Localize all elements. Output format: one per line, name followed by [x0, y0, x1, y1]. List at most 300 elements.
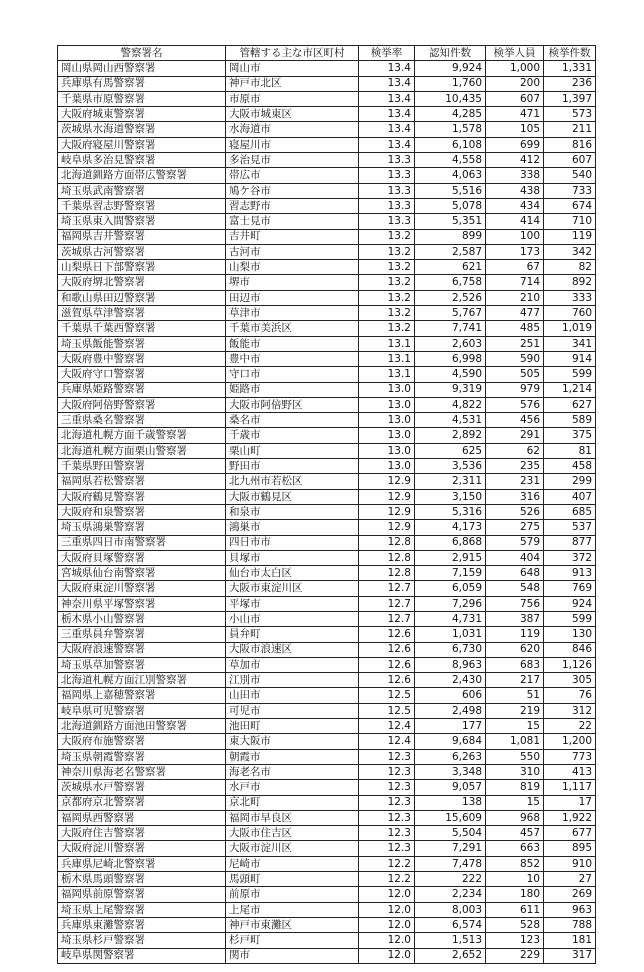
- cleared-cases-cell: 910: [544, 856, 596, 871]
- station-name-cell: 福岡県西警察署: [58, 810, 226, 825]
- municipality-cell: 田辺市: [226, 290, 359, 305]
- cleared-cases-cell: 82: [544, 260, 596, 275]
- cleared-cases-cell: 119: [544, 229, 596, 244]
- cleared-cases-cell: 312: [544, 703, 596, 718]
- cleared-cases-cell: 710: [544, 214, 596, 229]
- cleared-cases-cell: 1,214: [544, 382, 596, 397]
- recognized-cases-cell: 4,285: [415, 107, 486, 122]
- cleared-cases-cell: 599: [544, 367, 596, 382]
- arrested-persons-cell: 10: [486, 872, 544, 887]
- municipality-cell: 大阪市鶴見区: [226, 489, 359, 504]
- station-name-cell: 岐阜県関警察署: [58, 948, 226, 963]
- recognized-cases-cell: 4,173: [415, 520, 486, 535]
- table-row: [58, 917, 596, 932]
- table-row: [58, 673, 596, 688]
- clearance-rate-cell: 13.3: [359, 168, 415, 183]
- municipality-cell: 堺市: [226, 275, 359, 290]
- municipality-cell: 千歳市: [226, 428, 359, 443]
- table-row: [58, 382, 596, 397]
- arrested-persons-cell: 548: [486, 581, 544, 596]
- table-row: [58, 183, 596, 198]
- municipality-cell: 飯能市: [226, 336, 359, 351]
- arrested-persons-cell: 15: [486, 795, 544, 810]
- cleared-cases-cell: 913: [544, 566, 596, 581]
- recognized-cases-cell: 1,513: [415, 933, 486, 948]
- recognized-cases-cell: 6,730: [415, 642, 486, 657]
- table-row: [58, 841, 596, 856]
- clearance-rate-cell: 12.8: [359, 566, 415, 581]
- table-row: [58, 795, 596, 810]
- municipality-cell: 市原市: [226, 91, 359, 106]
- clearance-rate-cell: 12.4: [359, 734, 415, 749]
- cleared-cases-cell: 269: [544, 887, 596, 902]
- cleared-cases-cell: 81: [544, 443, 596, 458]
- station-name-cell: 埼玉県鴻巣警察署: [58, 520, 226, 535]
- recognized-cases-cell: 8,003: [415, 902, 486, 917]
- recognized-cases-cell: 4,531: [415, 413, 486, 428]
- table-row: [58, 336, 596, 351]
- cleared-cases-cell: 375: [544, 428, 596, 443]
- cleared-cases-cell: 236: [544, 76, 596, 91]
- arrested-persons-cell: 404: [486, 550, 544, 565]
- arrested-persons-cell: 414: [486, 214, 544, 229]
- recognized-cases-cell: 2,526: [415, 290, 486, 305]
- station-name-cell: 宮城県仙台南警察署: [58, 566, 226, 581]
- municipality-cell: 豊中市: [226, 351, 359, 366]
- cleared-cases-cell: 17: [544, 795, 596, 810]
- clearance-rate-cell: 12.7: [359, 596, 415, 611]
- clearance-rate-cell: 12.9: [359, 504, 415, 519]
- header-cleared-cases: 検挙件数: [544, 46, 596, 61]
- arrested-persons-cell: 979: [486, 382, 544, 397]
- table-row: [58, 810, 596, 825]
- clearance-rate-cell: 13.3: [359, 198, 415, 213]
- municipality-cell: 守口市: [226, 367, 359, 382]
- clearance-rate-cell: 13.1: [359, 351, 415, 366]
- station-name-cell: 北海道釧路方面池田警察署: [58, 719, 226, 734]
- clearance-rate-cell: 12.0: [359, 933, 415, 948]
- station-name-cell: 兵庫県有馬警察署: [58, 76, 226, 91]
- clearance-rate-cell: 13.2: [359, 260, 415, 275]
- station-name-cell: 埼玉県杉戸警察署: [58, 933, 226, 948]
- recognized-cases-cell: 1,760: [415, 76, 486, 91]
- municipality-cell: 大阪市浪速区: [226, 642, 359, 657]
- table-row: [58, 137, 596, 152]
- cleared-cases-cell: 914: [544, 351, 596, 366]
- cleared-cases-cell: 599: [544, 611, 596, 626]
- station-name-cell: 千葉県千葉西警察署: [58, 321, 226, 336]
- cleared-cases-cell: 1,200: [544, 734, 596, 749]
- table-row: [58, 520, 596, 535]
- cleared-cases-cell: 1,397: [544, 91, 596, 106]
- municipality-cell: 鳩ケ谷市: [226, 183, 359, 198]
- recognized-cases-cell: 1,031: [415, 627, 486, 642]
- table-row: [58, 474, 596, 489]
- arrested-persons-cell: 105: [486, 122, 544, 137]
- recognized-cases-cell: 4,063: [415, 168, 486, 183]
- recognized-cases-cell: 9,924: [415, 61, 486, 76]
- arrested-persons-cell: 338: [486, 168, 544, 183]
- cleared-cases-cell: 963: [544, 902, 596, 917]
- table-row: [58, 413, 596, 428]
- cleared-cases-cell: 627: [544, 397, 596, 412]
- table-row: [58, 260, 596, 275]
- clearance-rate-cell: 13.2: [359, 229, 415, 244]
- clearance-rate-cell: 13.4: [359, 76, 415, 91]
- arrested-persons-cell: 457: [486, 826, 544, 841]
- recognized-cases-cell: 3,536: [415, 459, 486, 474]
- arrested-persons-cell: 434: [486, 198, 544, 213]
- clearance-rate-cell: 13.0: [359, 459, 415, 474]
- clearance-rate-cell: 12.0: [359, 948, 415, 963]
- cleared-cases-cell: 1,126: [544, 657, 596, 672]
- table-row: [58, 933, 596, 948]
- cleared-cases-cell: 1,331: [544, 61, 596, 76]
- table-row: [58, 780, 596, 795]
- cleared-cases-cell: 413: [544, 764, 596, 779]
- station-name-cell: 大阪府鶴見警察署: [58, 489, 226, 504]
- recognized-cases-cell: 2,915: [415, 550, 486, 565]
- station-name-cell: 兵庫県尼崎北警察署: [58, 856, 226, 871]
- table-row: [58, 321, 596, 336]
- recognized-cases-cell: 625: [415, 443, 486, 458]
- recognized-cases-cell: 9,319: [415, 382, 486, 397]
- recognized-cases-cell: 2,892: [415, 428, 486, 443]
- arrested-persons-cell: 219: [486, 703, 544, 718]
- recognized-cases-cell: 10,435: [415, 91, 486, 106]
- municipality-cell: 上尾市: [226, 902, 359, 917]
- clearance-rate-cell: 13.4: [359, 122, 415, 137]
- station-name-cell: 兵庫県東灘警察署: [58, 917, 226, 932]
- arrested-persons-cell: 590: [486, 351, 544, 366]
- station-name-cell: 滋賀県草津警察署: [58, 306, 226, 321]
- municipality-cell: 員弁町: [226, 627, 359, 642]
- arrested-persons-cell: 231: [486, 474, 544, 489]
- arrested-persons-cell: 412: [486, 153, 544, 168]
- table-row: [58, 504, 596, 519]
- table-row: [58, 397, 596, 412]
- station-name-cell: 大阪府東淀川警察署: [58, 581, 226, 596]
- municipality-cell: 草加市: [226, 657, 359, 672]
- municipality-cell: 吉井町: [226, 229, 359, 244]
- arrested-persons-cell: 67: [486, 260, 544, 275]
- table-row: [58, 244, 596, 259]
- arrested-persons-cell: 648: [486, 566, 544, 581]
- municipality-cell: 四日市市: [226, 535, 359, 550]
- station-name-cell: 北海道釧路方面帯広警察署: [58, 168, 226, 183]
- clearance-rate-cell: 13.1: [359, 336, 415, 351]
- cleared-cases-cell: 773: [544, 749, 596, 764]
- station-name-cell: 福岡県若松警察署: [58, 474, 226, 489]
- recognized-cases-cell: 3,150: [415, 489, 486, 504]
- municipality-cell: 関市: [226, 948, 359, 963]
- recognized-cases-cell: 6,574: [415, 917, 486, 932]
- table-row: [58, 734, 596, 749]
- arrested-persons-cell: 310: [486, 764, 544, 779]
- cleared-cases-cell: 540: [544, 168, 596, 183]
- clearance-rate-cell: 12.4: [359, 719, 415, 734]
- station-name-cell: 埼玉県上尾警察署: [58, 902, 226, 917]
- cleared-cases-cell: 674: [544, 198, 596, 213]
- clearance-rate-cell: 12.0: [359, 902, 415, 917]
- cleared-cases-cell: 22: [544, 719, 596, 734]
- cleared-cases-cell: 27: [544, 872, 596, 887]
- table-row: [58, 550, 596, 565]
- recognized-cases-cell: 5,516: [415, 183, 486, 198]
- clearance-rate-cell: 12.3: [359, 826, 415, 841]
- recognized-cases-cell: 6,263: [415, 749, 486, 764]
- table-row: [58, 275, 596, 290]
- station-name-cell: 岡山県岡山西警察署: [58, 61, 226, 76]
- table-row: [58, 168, 596, 183]
- clearance-rate-cell: 12.2: [359, 872, 415, 887]
- table-row: [58, 948, 596, 963]
- cleared-cases-cell: 305: [544, 673, 596, 688]
- cleared-cases-cell: 1,019: [544, 321, 596, 336]
- clearance-rate-cell: 12.9: [359, 489, 415, 504]
- recognized-cases-cell: 606: [415, 688, 486, 703]
- table-row: [58, 703, 596, 718]
- municipality-cell: 貝塚市: [226, 550, 359, 565]
- recognized-cases-cell: 2,430: [415, 673, 486, 688]
- table-row: [58, 443, 596, 458]
- municipality-cell: 前原市: [226, 887, 359, 902]
- clearance-rate-cell: 13.3: [359, 214, 415, 229]
- station-name-cell: 岐阜県可児警察署: [58, 703, 226, 718]
- arrested-persons-cell: 123: [486, 933, 544, 948]
- cleared-cases-cell: 607: [544, 153, 596, 168]
- cleared-cases-cell: 846: [544, 642, 596, 657]
- station-name-cell: 北海道札幌方面栗山警察署: [58, 443, 226, 458]
- station-name-cell: 三重県四日市南警察署: [58, 535, 226, 550]
- cleared-cases-cell: 1,117: [544, 780, 596, 795]
- recognized-cases-cell: 6,059: [415, 581, 486, 596]
- table-row: [58, 611, 596, 626]
- table-row: [58, 657, 596, 672]
- arrested-persons-cell: 550: [486, 749, 544, 764]
- clearance-rate-cell: 12.5: [359, 688, 415, 703]
- table-row: [58, 872, 596, 887]
- municipality-cell: 小山市: [226, 611, 359, 626]
- arrested-persons-cell: 477: [486, 306, 544, 321]
- municipality-cell: 大阪市淀川区: [226, 841, 359, 856]
- station-name-cell: 茨城県古河警察署: [58, 244, 226, 259]
- station-name-cell: 福岡県前原警察署: [58, 887, 226, 902]
- recognized-cases-cell: 5,767: [415, 306, 486, 321]
- cleared-cases-cell: 181: [544, 933, 596, 948]
- station-name-cell: 埼玉県草加警察署: [58, 657, 226, 672]
- clearance-rate-cell: 12.9: [359, 474, 415, 489]
- municipality-cell: 岡山市: [226, 61, 359, 76]
- table-row: [58, 719, 596, 734]
- recognized-cases-cell: 2,311: [415, 474, 486, 489]
- municipality-cell: 寝屋川市: [226, 137, 359, 152]
- cleared-cases-cell: 677: [544, 826, 596, 841]
- table-row: [58, 76, 596, 91]
- arrested-persons-cell: 275: [486, 520, 544, 535]
- municipality-cell: 大阪市阿倍野区: [226, 397, 359, 412]
- arrested-persons-cell: 235: [486, 459, 544, 474]
- cleared-cases-cell: 458: [544, 459, 596, 474]
- cleared-cases-cell: 299: [544, 474, 596, 489]
- table-row: [58, 535, 596, 550]
- arrested-persons-cell: 387: [486, 611, 544, 626]
- police-station-table: [57, 45, 596, 964]
- recognized-cases-cell: 2,498: [415, 703, 486, 718]
- table-row: [58, 229, 596, 244]
- cleared-cases-cell: 342: [544, 244, 596, 259]
- station-name-cell: 北海道札幌方面千歳警察署: [58, 428, 226, 443]
- clearance-rate-cell: 13.0: [359, 443, 415, 458]
- recognized-cases-cell: 8,963: [415, 657, 486, 672]
- recognized-cases-cell: 6,108: [415, 137, 486, 152]
- cleared-cases-cell: 788: [544, 917, 596, 932]
- clearance-rate-cell: 12.7: [359, 611, 415, 626]
- station-name-cell: 福岡県上嘉穂警察署: [58, 688, 226, 703]
- recognized-cases-cell: 4,822: [415, 397, 486, 412]
- municipality-cell: 山田市: [226, 688, 359, 703]
- station-name-cell: 千葉県野田警察署: [58, 459, 226, 474]
- arrested-persons-cell: 526: [486, 504, 544, 519]
- cleared-cases-cell: 333: [544, 290, 596, 305]
- arrested-persons-cell: 528: [486, 917, 544, 932]
- arrested-persons-cell: 62: [486, 443, 544, 458]
- header-station-name: 警察署名: [58, 46, 226, 61]
- municipality-cell: 池田町: [226, 719, 359, 734]
- table-row: [58, 290, 596, 305]
- recognized-cases-cell: 3,348: [415, 764, 486, 779]
- recognized-cases-cell: 2,234: [415, 887, 486, 902]
- station-name-cell: 神奈川県平塚警察署: [58, 596, 226, 611]
- municipality-cell: 平塚市: [226, 596, 359, 611]
- cleared-cases-cell: 685: [544, 504, 596, 519]
- municipality-cell: 水戸市: [226, 780, 359, 795]
- arrested-persons-cell: 968: [486, 810, 544, 825]
- station-name-cell: 栃木県馬頭警察署: [58, 872, 226, 887]
- cleared-cases-cell: 892: [544, 275, 596, 290]
- recognized-cases-cell: 6,758: [415, 275, 486, 290]
- clearance-rate-cell: 13.0: [359, 382, 415, 397]
- arrested-persons-cell: 210: [486, 290, 544, 305]
- recognized-cases-cell: 9,057: [415, 780, 486, 795]
- recognized-cases-cell: 4,731: [415, 611, 486, 626]
- clearance-rate-cell: 12.6: [359, 657, 415, 672]
- header-clearance-rate: 検挙率: [359, 46, 415, 61]
- arrested-persons-cell: 852: [486, 856, 544, 871]
- arrested-persons-cell: 291: [486, 428, 544, 443]
- station-name-cell: 栃木県小山警察署: [58, 611, 226, 626]
- table-row: [58, 764, 596, 779]
- station-name-cell: 埼玉県朝霞警察署: [58, 749, 226, 764]
- header-recognized-cases: 認知件数: [415, 46, 486, 61]
- header-municipality: 管轄する主な市区町村: [226, 46, 359, 61]
- station-name-cell: 三重県桑名警察署: [58, 413, 226, 428]
- municipality-cell: 杉戸町: [226, 933, 359, 948]
- cleared-cases-cell: 877: [544, 535, 596, 550]
- recognized-cases-cell: 6,998: [415, 351, 486, 366]
- arrested-persons-cell: 180: [486, 887, 544, 902]
- clearance-rate-cell: 13.2: [359, 306, 415, 321]
- clearance-rate-cell: 12.8: [359, 550, 415, 565]
- arrested-persons-cell: 576: [486, 397, 544, 412]
- recognized-cases-cell: 621: [415, 260, 486, 275]
- arrested-persons-cell: 607: [486, 91, 544, 106]
- clearance-rate-cell: 12.7: [359, 581, 415, 596]
- arrested-persons-cell: 15: [486, 719, 544, 734]
- clearance-rate-cell: 13.2: [359, 244, 415, 259]
- recognized-cases-cell: 4,558: [415, 153, 486, 168]
- recognized-cases-cell: 7,296: [415, 596, 486, 611]
- station-name-cell: 埼玉県飯能警察署: [58, 336, 226, 351]
- municipality-cell: 京北町: [226, 795, 359, 810]
- municipality-cell: 東大阪市: [226, 734, 359, 749]
- station-name-cell: 神奈川県海老名警察署: [58, 764, 226, 779]
- station-name-cell: 茨城県水戸警察署: [58, 780, 226, 795]
- clearance-rate-cell: 13.3: [359, 183, 415, 198]
- table-row: [58, 627, 596, 642]
- cleared-cases-cell: 317: [544, 948, 596, 963]
- cleared-cases-cell: 895: [544, 841, 596, 856]
- cleared-cases-cell: 341: [544, 336, 596, 351]
- municipality-cell: 大阪市東淀川区: [226, 581, 359, 596]
- recognized-cases-cell: 7,159: [415, 566, 486, 581]
- clearance-rate-cell: 12.6: [359, 627, 415, 642]
- clearance-rate-cell: 12.3: [359, 810, 415, 825]
- clearance-rate-cell: 13.0: [359, 397, 415, 412]
- table-row: [58, 367, 596, 382]
- station-name-cell: 大阪府布施警察署: [58, 734, 226, 749]
- station-name-cell: 茨城県水海道警察署: [58, 122, 226, 137]
- recognized-cases-cell: 15,609: [415, 810, 486, 825]
- municipality-cell: 多治見市: [226, 153, 359, 168]
- clearance-rate-cell: 12.8: [359, 535, 415, 550]
- arrested-persons-cell: 611: [486, 902, 544, 917]
- clearance-rate-cell: 13.0: [359, 413, 415, 428]
- header-row: [58, 46, 596, 61]
- station-name-cell: 大阪府浪速警察署: [58, 642, 226, 657]
- cleared-cases-cell: 589: [544, 413, 596, 428]
- municipality-cell: 北九州市若松区: [226, 474, 359, 489]
- municipality-cell: 習志野市: [226, 198, 359, 213]
- station-name-cell: 埼玉県東入間警察署: [58, 214, 226, 229]
- arrested-persons-cell: 485: [486, 321, 544, 336]
- clearance-rate-cell: 12.2: [359, 856, 415, 871]
- station-name-cell: 三重県員弁警察署: [58, 627, 226, 642]
- station-name-cell: 大阪府貝塚警察署: [58, 550, 226, 565]
- clearance-rate-cell: 12.5: [359, 703, 415, 718]
- cleared-cases-cell: 573: [544, 107, 596, 122]
- cleared-cases-cell: 537: [544, 520, 596, 535]
- clearance-rate-cell: 12.3: [359, 764, 415, 779]
- arrested-persons-cell: 663: [486, 841, 544, 856]
- recognized-cases-cell: 2,652: [415, 948, 486, 963]
- station-name-cell: 大阪府住吉警察署: [58, 826, 226, 841]
- station-name-cell: 京都府京北警察署: [58, 795, 226, 810]
- station-name-cell: 和歌山県田辺警察署: [58, 290, 226, 305]
- recognized-cases-cell: 9,684: [415, 734, 486, 749]
- municipality-cell: 千葉市美浜区: [226, 321, 359, 336]
- arrested-persons-cell: 119: [486, 627, 544, 642]
- table-row: [58, 887, 596, 902]
- municipality-cell: 神戸市北区: [226, 76, 359, 91]
- municipality-cell: 海老名市: [226, 764, 359, 779]
- station-name-cell: 大阪府寝屋川警察署: [58, 137, 226, 152]
- clearance-rate-cell: 12.0: [359, 917, 415, 932]
- municipality-cell: 和泉市: [226, 504, 359, 519]
- municipality-cell: 馬頭町: [226, 872, 359, 887]
- station-name-cell: 大阪府淀川警察署: [58, 841, 226, 856]
- recognized-cases-cell: 7,741: [415, 321, 486, 336]
